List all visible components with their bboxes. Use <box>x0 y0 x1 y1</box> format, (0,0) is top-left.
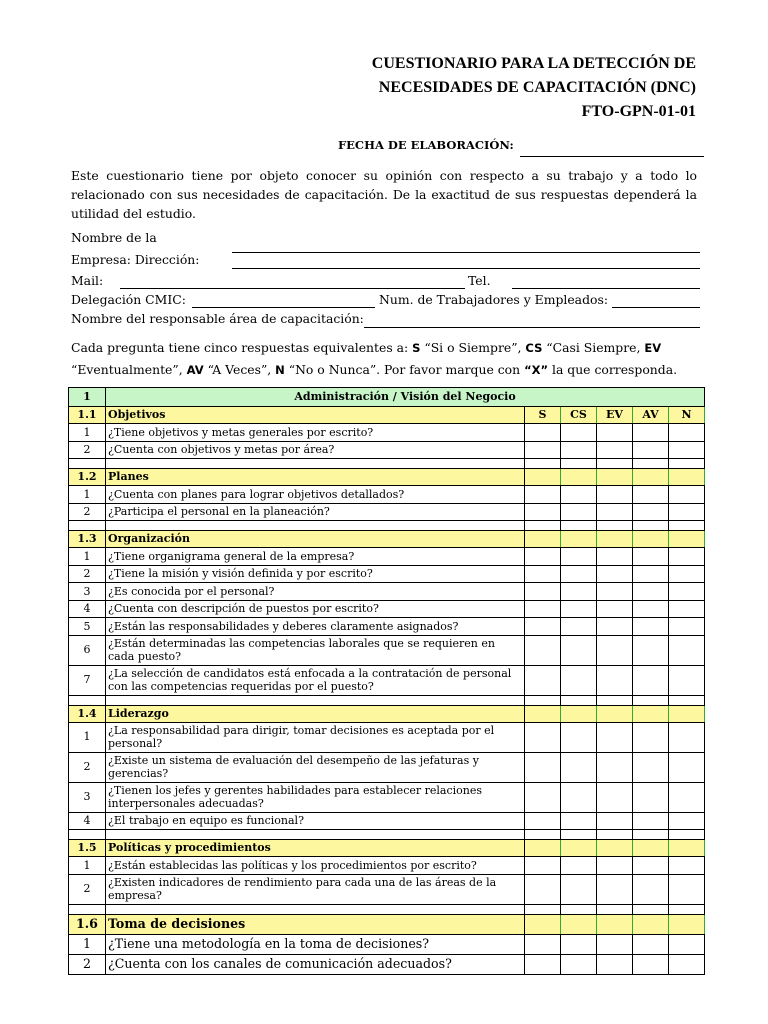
answer-cell-n[interactable] <box>669 812 705 830</box>
question-text: ¿Están establecidas las políticas y los procedimientos por escrito? <box>106 857 525 875</box>
answer-cell-av[interactable] <box>633 618 669 636</box>
document-title <box>372 52 696 124</box>
gap-cell <box>561 459 597 469</box>
gap-cell <box>669 904 705 914</box>
answer-cell-ev[interactable] <box>597 665 633 695</box>
answer-cell-cs[interactable] <box>561 548 597 566</box>
answer-cell-s[interactable] <box>525 752 561 782</box>
question-row <box>69 548 705 566</box>
question-text: ¿Tiene la misión y visión definida y por escrito? <box>106 565 525 583</box>
answer-cell-av[interactable] <box>633 441 669 459</box>
section-header-cell <box>633 914 669 934</box>
answer-cell-cs[interactable] <box>561 782 597 812</box>
question-number: 1 <box>69 486 106 504</box>
question-row <box>69 874 705 904</box>
answer-cell-cs[interactable] <box>561 565 597 583</box>
section-gap <box>69 695 705 705</box>
gap-cell <box>633 695 669 705</box>
answer-cell-av[interactable] <box>633 782 669 812</box>
answer-cell-ev[interactable] <box>597 857 633 875</box>
question-row <box>69 583 705 601</box>
answer-cell-av[interactable] <box>633 934 669 954</box>
instr-cs: CS <box>525 341 543 355</box>
gap-cell <box>597 521 633 531</box>
answer-cell-n[interactable] <box>669 665 705 695</box>
answer-cell-ev[interactable] <box>597 934 633 954</box>
answer-cell-ev[interactable] <box>597 782 633 812</box>
question-row <box>69 618 705 636</box>
section-number: 1.3 <box>69 531 106 548</box>
answer-cell-cs[interactable] <box>561 812 597 830</box>
answer-cell-av[interactable] <box>633 503 669 521</box>
question-number: 3 <box>69 782 106 812</box>
gap-cell <box>669 521 705 531</box>
main-section-title: Administración / Visión del Negocio <box>106 388 705 407</box>
answer-cell-s[interactable] <box>525 874 561 904</box>
tel-label: Tel. <box>468 273 491 288</box>
question-row <box>69 503 705 521</box>
gap-cell <box>597 459 633 469</box>
instr-av: AV <box>186 363 204 377</box>
instr-text-4: “Eventualmente”, <box>71 362 187 377</box>
section-header-row <box>69 840 705 857</box>
question-row <box>69 857 705 875</box>
question-row <box>69 600 705 618</box>
answer-cell-ev[interactable] <box>597 503 633 521</box>
section-title: Objetivos <box>106 407 525 424</box>
question-number: 5 <box>69 618 106 636</box>
answer-cell-ev[interactable] <box>597 583 633 601</box>
section-title: Organización <box>106 531 525 548</box>
section-header-cell <box>561 840 597 857</box>
answer-cell-av[interactable] <box>633 665 669 695</box>
instructions <box>71 337 701 381</box>
answer-header: AV <box>633 407 669 424</box>
question-number: 2 <box>69 503 106 521</box>
question-number: 6 <box>69 635 106 665</box>
nombre-empresa-label-2: Empresa: Dirección: <box>71 252 200 267</box>
instr-text-3: “Casi Siempre, <box>542 340 645 355</box>
answer-cell-av[interactable] <box>633 954 669 974</box>
question-text: ¿Tienen los jefes y gerentes habilidades para establecer relaciones interpersonales adecuadas? <box>106 782 525 812</box>
question-text: ¿Participa el personal en la planeación? <box>106 503 525 521</box>
instr-text-1: Cada pregunta tiene cinco respuestas equivalentes a: <box>71 340 413 355</box>
question-number: 7 <box>69 665 106 695</box>
answer-cell-cs[interactable] <box>561 486 597 504</box>
instr-text-7: la que corresponda. <box>548 362 678 377</box>
answer-cell-s[interactable] <box>525 424 561 442</box>
section-gap <box>69 830 705 840</box>
gap-cell <box>597 695 633 705</box>
question-text: ¿Están determinadas las competencias laborales que se requieren en cada puesto? <box>106 635 525 665</box>
answer-cell-s[interactable] <box>525 618 561 636</box>
section-header-row <box>69 469 705 486</box>
question-number: 1 <box>69 424 106 442</box>
delegacion-field[interactable] <box>192 307 375 308</box>
question-row <box>69 812 705 830</box>
section-header-cell <box>669 840 705 857</box>
mail-field[interactable] <box>120 288 465 289</box>
responsable-label: Nombre del responsable área de capacitación: <box>71 311 364 326</box>
question-text: ¿Cuenta con descripción de puestos por escrito? <box>106 600 525 618</box>
question-row <box>69 424 705 442</box>
question-text: ¿La selección de candidatos está enfocada a la contratación de personal con las competencias requeridas por el puesto? <box>106 665 525 695</box>
gap-cell <box>633 904 669 914</box>
main-section-number: 1 <box>69 388 106 407</box>
answer-cell-cs[interactable] <box>561 503 597 521</box>
gap-cell <box>561 521 597 531</box>
section-header-cell <box>633 840 669 857</box>
question-text: ¿Existen indicadores de rendimiento para cada una de las áreas de la empresa? <box>106 874 525 904</box>
answer-cell-n[interactable] <box>669 424 705 442</box>
gap-cell <box>69 695 106 705</box>
answer-cell-n[interactable] <box>669 565 705 583</box>
gap-cell <box>561 904 597 914</box>
gap-cell <box>633 830 669 840</box>
title-line-1: CUESTIONARIO PARA LA DETECCIÓN DE <box>371 55 696 72</box>
answer-cell-ev[interactable] <box>597 635 633 665</box>
section-header-cell <box>633 469 669 486</box>
answer-cell-cs[interactable] <box>561 722 597 752</box>
answer-cell-n[interactable] <box>669 874 705 904</box>
answer-cell-n[interactable] <box>669 954 705 974</box>
section-gap <box>69 459 705 469</box>
answer-cell-s[interactable] <box>525 782 561 812</box>
question-text: ¿Tiene organigrama general de la empresa? <box>106 548 525 566</box>
gap-cell <box>669 830 705 840</box>
instr-text-6: “No o Nunca”. Por favor marque con <box>284 362 525 377</box>
answer-cell-n[interactable] <box>669 782 705 812</box>
question-row <box>69 441 705 459</box>
question-number: 4 <box>69 600 106 618</box>
answer-cell-av[interactable] <box>633 565 669 583</box>
section-header-cell <box>561 705 597 722</box>
gap-cell <box>525 695 561 705</box>
question-number: 1 <box>69 934 106 954</box>
answer-cell-s[interactable] <box>525 857 561 875</box>
question-text: ¿Están las responsabilidades y deberes claramente asignados? <box>106 618 525 636</box>
section-header-cell <box>597 914 633 934</box>
instr-text-5: “A Veces”, <box>203 362 276 377</box>
answer-cell-n[interactable] <box>669 503 705 521</box>
nombre-empresa-label-1: Nombre de la <box>71 230 157 245</box>
answer-cell-n[interactable] <box>669 934 705 954</box>
answer-cell-av[interactable] <box>633 583 669 601</box>
question-number: 1 <box>69 548 106 566</box>
instr-x: “X” <box>524 363 549 377</box>
section-header-cell <box>561 914 597 934</box>
questionnaire-table <box>68 387 705 975</box>
answer-cell-ev[interactable] <box>597 954 633 974</box>
question-number: 1 <box>69 857 106 875</box>
gap-cell <box>69 521 106 531</box>
section-header-cell <box>525 469 561 486</box>
question-text: ¿Cuenta con planes para lograr objetivos detallados? <box>106 486 525 504</box>
question-number: 2 <box>69 874 106 904</box>
gap-cell <box>69 459 106 469</box>
question-row <box>69 954 705 974</box>
main-section-row <box>69 388 705 407</box>
section-number: 1.6 <box>69 914 106 934</box>
answer-cell-s[interactable] <box>525 665 561 695</box>
question-number: 1 <box>69 722 106 752</box>
answer-cell-av[interactable] <box>633 486 669 504</box>
question-text: ¿La responsabilidad para dirigir, tomar decisiones es aceptada por el personal? <box>106 722 525 752</box>
section-header-row <box>69 914 705 934</box>
gap-cell <box>633 521 669 531</box>
question-number: 2 <box>69 954 106 974</box>
gap-cell <box>525 830 561 840</box>
answer-cell-n[interactable] <box>669 600 705 618</box>
question-number: 4 <box>69 812 106 830</box>
section-header-row <box>69 705 705 722</box>
answer-cell-s[interactable] <box>525 486 561 504</box>
question-row <box>69 665 705 695</box>
answer-header: S <box>525 407 561 424</box>
section-number: 1.4 <box>69 705 106 722</box>
answer-cell-cs[interactable] <box>561 441 597 459</box>
section-header-row <box>69 407 705 424</box>
num-trabajadores-field[interactable] <box>612 307 700 308</box>
question-row <box>69 722 705 752</box>
question-number: 2 <box>69 441 106 459</box>
question-text: ¿Es conocida por el personal? <box>106 583 525 601</box>
answer-cell-cs[interactable] <box>561 874 597 904</box>
question-row <box>69 782 705 812</box>
answer-cell-cs[interactable] <box>561 424 597 442</box>
answer-cell-ev[interactable] <box>597 874 633 904</box>
answer-cell-n[interactable] <box>669 857 705 875</box>
question-number: 3 <box>69 583 106 601</box>
answer-cell-n[interactable] <box>669 486 705 504</box>
gap-cell <box>669 459 705 469</box>
nombre-empresa-field[interactable] <box>232 252 700 253</box>
gap-cell <box>597 830 633 840</box>
direccion-field[interactable] <box>232 268 700 269</box>
answer-cell-n[interactable] <box>669 548 705 566</box>
answer-cell-av[interactable] <box>633 752 669 782</box>
answer-cell-cs[interactable] <box>561 635 597 665</box>
answer-cell-s[interactable] <box>525 548 561 566</box>
question-text: ¿Cuenta con objetivos y metas por área? <box>106 441 525 459</box>
question-text: ¿Cuenta con los canales de comunicación adecuados? <box>106 954 525 974</box>
gap-cell <box>633 459 669 469</box>
answer-cell-ev[interactable] <box>597 812 633 830</box>
answer-cell-s[interactable] <box>525 441 561 459</box>
answer-cell-s[interactable] <box>525 565 561 583</box>
gap-cell <box>69 830 106 840</box>
answer-cell-s[interactable] <box>525 635 561 665</box>
intro-paragraph: Este cuestionario tiene por objeto conocer su opinión con respecto a su trabajo y a todo lo relacionado con sus necesidades de capacitación. De la exactitud de sus respuestas dependerá la utilidad del estudio. <box>71 168 697 221</box>
answer-cell-n[interactable] <box>669 618 705 636</box>
answer-cell-av[interactable] <box>633 424 669 442</box>
delegacion-label: Delegación CMIC: <box>71 292 186 307</box>
gap-cell <box>106 904 525 914</box>
question-row <box>69 565 705 583</box>
section-header-cell <box>525 914 561 934</box>
gap-cell <box>525 459 561 469</box>
title-line-2: NECESIDADES DE CAPACITACIÓN (DNC) <box>378 79 696 96</box>
gap-cell <box>69 904 106 914</box>
section-header-cell <box>597 469 633 486</box>
section-header-cell <box>561 469 597 486</box>
answer-header: N <box>669 407 705 424</box>
gap-cell <box>597 904 633 914</box>
gap-cell <box>106 830 525 840</box>
answer-cell-ev[interactable] <box>597 722 633 752</box>
answer-cell-cs[interactable] <box>561 665 597 695</box>
answer-cell-cs[interactable] <box>561 857 597 875</box>
mail-label: Mail: <box>71 273 104 288</box>
instr-text-2: “Si o Siempre”, <box>420 340 526 355</box>
answer-cell-av[interactable] <box>633 722 669 752</box>
section-header-cell <box>669 705 705 722</box>
gap-cell <box>106 459 525 469</box>
section-header-cell <box>597 531 633 548</box>
section-header-cell <box>669 469 705 486</box>
section-header-cell <box>525 705 561 722</box>
answer-header: CS <box>561 407 597 424</box>
answer-cell-ev[interactable] <box>597 565 633 583</box>
section-title: Políticas y procedimientos <box>106 840 525 857</box>
answer-cell-s[interactable] <box>525 954 561 974</box>
question-number: 2 <box>69 565 106 583</box>
section-header-cell <box>597 705 633 722</box>
section-header-row <box>69 531 705 548</box>
gap-cell <box>561 830 597 840</box>
answer-cell-s[interactable] <box>525 583 561 601</box>
num-trabajadores-label: Num. de Trabajadores y Empleados: <box>379 292 608 307</box>
section-header-cell <box>669 531 705 548</box>
section-number: 1.1 <box>69 407 106 424</box>
question-row <box>69 486 705 504</box>
instr-ev: EV <box>644 341 662 355</box>
answer-header: EV <box>597 407 633 424</box>
answer-cell-cs[interactable] <box>561 752 597 782</box>
question-row <box>69 934 705 954</box>
section-gap <box>69 904 705 914</box>
section-header-cell <box>633 531 669 548</box>
answer-cell-av[interactable] <box>633 857 669 875</box>
responsable-field[interactable] <box>364 327 700 328</box>
question-text: ¿Tiene objetivos y metas generales por escrito? <box>106 424 525 442</box>
answer-cell-av[interactable] <box>633 548 669 566</box>
section-header-cell <box>633 705 669 722</box>
fecha-label: FECHA DE ELABORACIÓN: <box>338 138 514 152</box>
answer-cell-ev[interactable] <box>597 752 633 782</box>
answer-cell-ev[interactable] <box>597 486 633 504</box>
question-row <box>69 635 705 665</box>
answer-cell-ev[interactable] <box>597 548 633 566</box>
question-number: 2 <box>69 752 106 782</box>
question-text: ¿Tiene una metodología en la toma de decisiones? <box>106 934 525 954</box>
section-title: Toma de decisiones <box>106 914 525 934</box>
answer-cell-av[interactable] <box>633 635 669 665</box>
gap-cell <box>669 695 705 705</box>
tel-field[interactable] <box>512 288 700 289</box>
section-header-cell <box>561 531 597 548</box>
section-title: Liderazgo <box>106 705 525 722</box>
section-gap <box>69 521 705 531</box>
answer-cell-s[interactable] <box>525 503 561 521</box>
answer-cell-av[interactable] <box>633 812 669 830</box>
section-header-cell <box>525 840 561 857</box>
gap-cell <box>525 904 561 914</box>
answer-cell-n[interactable] <box>669 441 705 459</box>
answer-cell-av[interactable] <box>633 600 669 618</box>
answer-cell-n[interactable] <box>669 752 705 782</box>
answer-cell-s[interactable] <box>525 600 561 618</box>
instr-s: S <box>412 341 421 355</box>
answer-cell-n[interactable] <box>669 722 705 752</box>
gap-cell <box>106 521 525 531</box>
answer-cell-av[interactable] <box>633 874 669 904</box>
section-number: 1.5 <box>69 840 106 857</box>
answer-cell-n[interactable] <box>669 635 705 665</box>
answer-cell-s[interactable] <box>525 934 561 954</box>
question-text: ¿Existe un sistema de evaluación del desempeño de las jefaturas y gerencias? <box>106 752 525 782</box>
gap-cell <box>525 521 561 531</box>
answer-cell-cs[interactable] <box>561 600 597 618</box>
form-code: FTO-GPN-01-01 <box>581 103 696 120</box>
answer-cell-ev[interactable] <box>597 424 633 442</box>
fecha-field[interactable] <box>520 156 704 157</box>
section-number: 1.2 <box>69 469 106 486</box>
question-row <box>69 752 705 782</box>
answer-cell-s[interactable] <box>525 812 561 830</box>
section-header-cell <box>669 914 705 934</box>
instr-n: N <box>275 363 285 377</box>
section-header-cell <box>597 840 633 857</box>
answer-cell-cs[interactable] <box>561 954 597 974</box>
question-text: ¿El trabajo en equipo es funcional? <box>106 812 525 830</box>
answer-cell-cs[interactable] <box>561 934 597 954</box>
section-header-cell <box>525 531 561 548</box>
section-title: Planes <box>106 469 525 486</box>
answer-cell-n[interactable] <box>669 583 705 601</box>
answer-cell-s[interactable] <box>525 722 561 752</box>
answer-cell-ev[interactable] <box>597 441 633 459</box>
answer-cell-cs[interactable] <box>561 583 597 601</box>
gap-cell <box>106 695 525 705</box>
answer-cell-cs[interactable] <box>561 618 597 636</box>
answer-cell-ev[interactable] <box>597 600 633 618</box>
answer-cell-ev[interactable] <box>597 618 633 636</box>
gap-cell <box>561 695 597 705</box>
